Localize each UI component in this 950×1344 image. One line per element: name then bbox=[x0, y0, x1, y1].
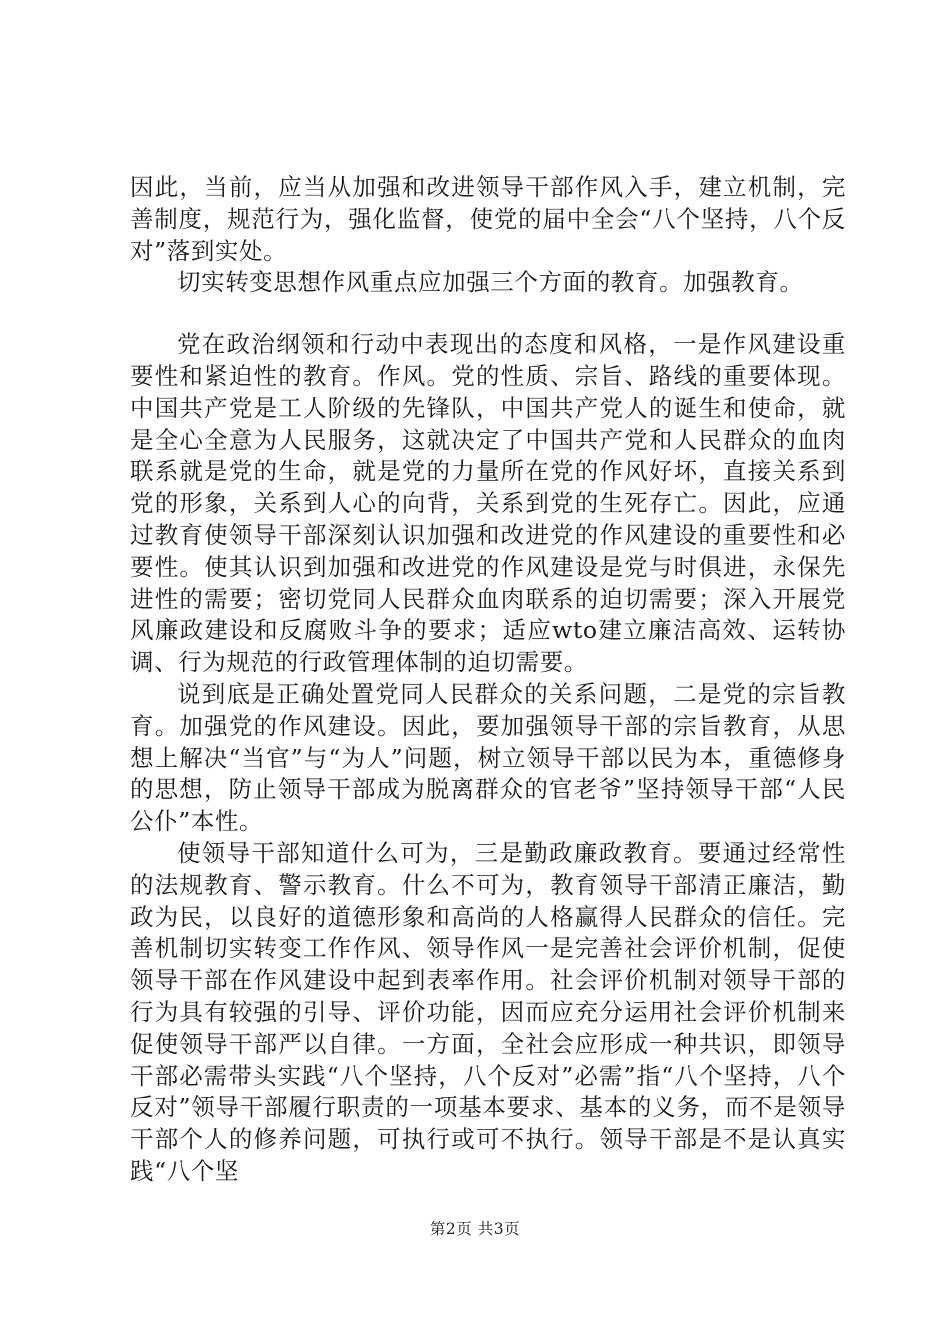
paragraph-5: 使领导干部知道什么可为，三是勤政廉政教育。要通过经常性的法规教育、警示教育。什么不可为，教育领导干部清正廉洁，勤政为民，以良好的道德形象和高尚的人格赢得人民群众的信任。完善机制切实转变工作作风、领导作风一是完善社会评价机制，促使领导干部在作风建设中起到表率作用。社会评价机制对领导干部的行为具有较强的引导、评价功能，因而应充分运用社会评价机制来促使领导干部严以自律。一方面，全社会应形成一种共识，即领导干部必需带头实践“八个坚持，八个反对”必需”指“八个坚持，八个反对”领导干部履行职责的一项基本要求、基本的义务，而不是领导干部个人的修养问题，可执行或可不执行。领导干部是不是认真实践“八个坚 bbox=[130, 838, 846, 1185]
paragraph-2: 切实转变思想作风重点应加强三个方面的教育。加强教育。 bbox=[177, 268, 804, 297]
paragraph-3: 党在政治纲领和行动中表现出的态度和风格，一是作风建设重要性和紧迫性的教育。作风。党的性质、宗旨、路线的重要体现。中国共产党是工人阶级的先锋队，中国共产党人的诞生和使命，就是全心全意为人民服务，这就决定了中国共产党和人民群众的血肉联系就是党的生命，就是党的力量所在党的作风好坏，直接关系到党的形象，关系到人心的向背，关系到党的生死存亡。因此，应通过教育使领导干部深刻认识加强和改进党的作风建设的重要性和必要性。使其认识到加强和改进党的作风建设是党与时俱进，永保先进性的需要；密切党同人民群众血肉联系的迫切需要；深入开展党风廉政建设和反腐败斗争的要求；适应wto建立廉洁高效、运转协调、行为规范的行政管理体制的迫切需要。 bbox=[130, 330, 846, 677]
paragraph-4: 说到底是正确处置党同人民群众的关系问题，二是党的宗旨教育。加强党的作风建设。因此，要加强领导干部的宗旨教育，从思想上解决“当官”与“为人”问题，树立领导干部以民为本，重德修身的思想，防止领导干部成为脱离群众的官老爷”坚持领导干部“人民公仆”本性。 bbox=[130, 679, 846, 836]
paragraph-1: 因此，当前，应当从加强和改进领导干部作风入手，建立机制，完善制度，规范行为，强化监督，使党的届中全会“八个坚持，八个反对”落到实处。 bbox=[130, 173, 846, 265]
document-body bbox=[130, 172, 846, 1188]
page-number-footer: 第2页 共3页 bbox=[429, 1220, 521, 1238]
